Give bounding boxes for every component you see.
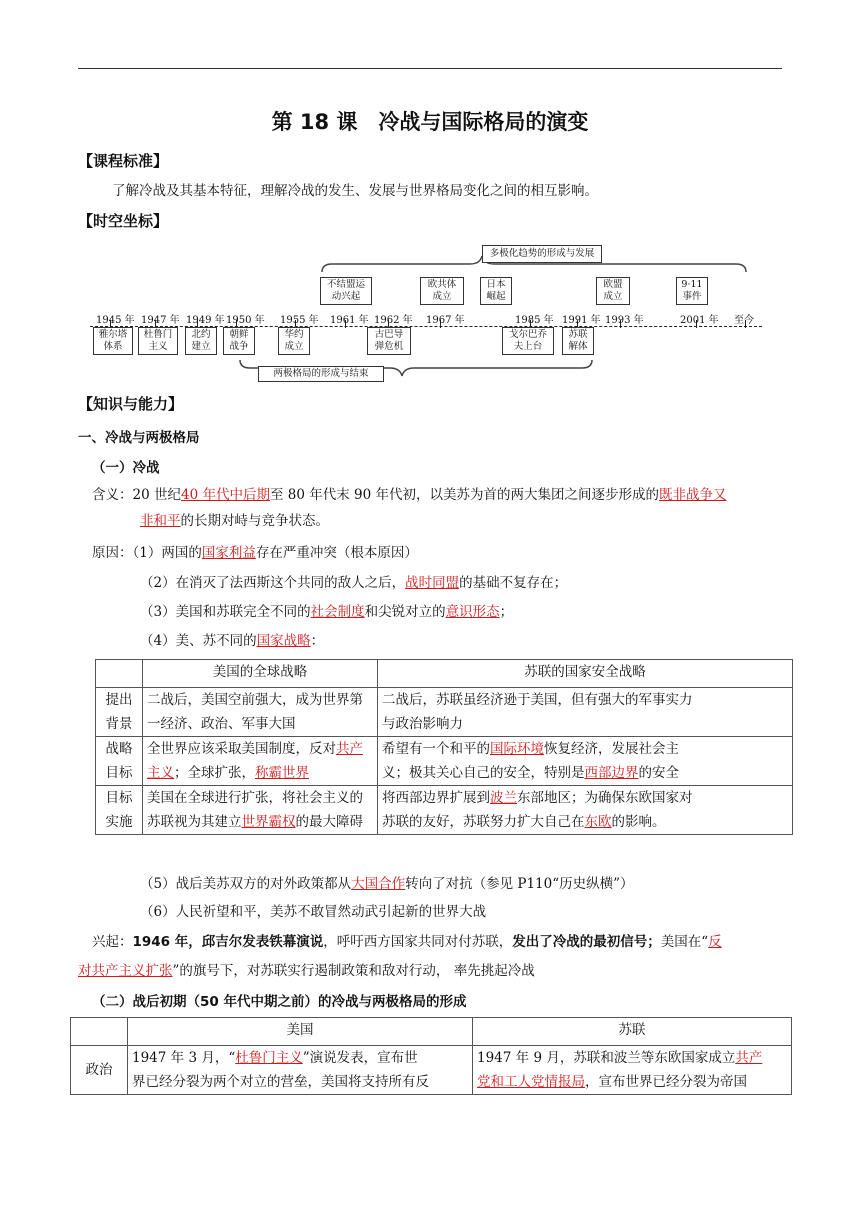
event-ec: 欧共体 成立 bbox=[420, 277, 464, 305]
part-heading: 一、冷战与两极格局 bbox=[78, 430, 200, 446]
banner-multipolar: 多极化趋势的形成与发展 bbox=[482, 245, 602, 263]
cell-ussr-implementation: 将西部边界扩展到波兰东部地区；为确保东欧国家对 苏联的友好，苏联努力扩大自己在东欧的影响。 bbox=[378, 786, 793, 835]
event-eu: 欧盟 成立 bbox=[596, 277, 630, 305]
year-label: 1950 年 bbox=[226, 315, 265, 326]
heading-knowledge: 【知识与能力】 bbox=[78, 395, 184, 413]
year-label: 1945 年 bbox=[96, 315, 135, 326]
definition-line2: 非和平的长期对峙与竞争状态。 bbox=[140, 513, 329, 529]
cause-2: （2）在消灭了法西斯这个共同的敌人之后，战时同盟的基础不复存在； bbox=[140, 575, 568, 591]
sub-heading-coldwar: （一）冷战 bbox=[92, 460, 160, 476]
cell-ussr-background: 二战后，苏联虽经济逊于美国，但有强大的军事实力 与政治影响力 bbox=[378, 688, 793, 737]
year-label: 1961 年 bbox=[330, 315, 369, 326]
early-coldwar-table bbox=[70, 1017, 792, 1095]
year-label: 1993 年 bbox=[605, 315, 644, 326]
cell-ussr-goal: 希望有一个和平的国际环境恢复经济，发展社会主 义；极其关心自己的安全，特别是西部边界的安全 bbox=[378, 737, 793, 786]
strategy-table bbox=[95, 659, 793, 835]
year-label: 1991 年 bbox=[562, 315, 601, 326]
year-label: 1955 年 bbox=[280, 315, 319, 326]
cause-3: （3）美国和苏联完全不同的社会制度和尖锐对立的意识形态； bbox=[140, 604, 514, 620]
year-label: 2001 年 bbox=[680, 315, 719, 326]
event-yalta: 雅尔塔 体系 bbox=[93, 327, 133, 355]
col-ussr-strategy: 苏联的国家安全战略 bbox=[378, 660, 793, 688]
year-label: 1947 年 bbox=[141, 315, 180, 326]
rise-line1: 兴起：1946 年，邱吉尔发表铁幕演说，呼吁西方国家共同对付苏联，发出了冷战的最初信号；美国在“反 bbox=[92, 934, 722, 950]
cause-5: （5）战后美苏双方的对外政策都从大国合作转向了对抗（参见 P110“历史纵横”） bbox=[140, 876, 634, 892]
year-label: 1962 年 bbox=[374, 315, 413, 326]
col-us: 美国 bbox=[128, 1018, 473, 1046]
event-nato: 北约 建立 bbox=[185, 327, 217, 355]
event-gorbachev: 戈尔巴乔 夫上台 bbox=[502, 327, 554, 355]
event-911: 9·11 事件 bbox=[676, 277, 708, 305]
event-warsaw: 华约 成立 bbox=[278, 327, 310, 355]
row-label-politics: 政治 bbox=[71, 1046, 128, 1095]
definition-line1: 含义：20 世纪40 年代中后期至 80 年代末 90 年代初，以美苏为首的两大集团之间逐步形成的既非战争又 bbox=[92, 487, 727, 503]
row-label: 战略 目标 bbox=[96, 737, 143, 786]
cause-6: （6）人民祈望和平，美苏不敢冒然动武引起新的世界大战 bbox=[140, 904, 487, 920]
event-korea: 朝鲜 战争 bbox=[223, 327, 255, 355]
year-label: 1985 年 bbox=[515, 315, 554, 326]
banner-bipolar: 两极格局的形成与结束 bbox=[258, 366, 384, 382]
page-title: 第 18 课 冷战与国际格局的演变 bbox=[271, 110, 589, 134]
heading-timeline: 【时空坐标】 bbox=[78, 212, 169, 230]
cause-1: 原因：（1）两国的国家利益存在严重冲突（根本原因） bbox=[92, 545, 418, 561]
row-label: 目标 实施 bbox=[96, 786, 143, 835]
row-label: 提出 背景 bbox=[96, 688, 143, 737]
cell-us-background: 二战后，美国空前强大，成为世界第 一经济、政治、军事大国 bbox=[143, 688, 378, 737]
cause-4: （4）美、苏不同的国家战略： bbox=[140, 633, 325, 649]
col-ussr: 苏联 bbox=[473, 1018, 792, 1046]
rise-line2: 对共产主义扩张”的旗号下，对苏联实行遏制政策和敌对行动， 率先挑起冷战 bbox=[78, 963, 535, 979]
event-japan: 日本 崛起 bbox=[480, 277, 512, 305]
event-cuba: 古巴导 弹危机 bbox=[367, 327, 411, 355]
year-label: 1967 年 bbox=[426, 315, 465, 326]
sub-heading-early: （二）战后初期（50 年代中期之前）的冷战与两极格局的形成 bbox=[92, 994, 467, 1010]
cell-ussr-politics: 1947 年 9 月，苏联和波兰等东欧国家成立共产 党和工人党情报局，宣布世界已经分裂为帝国 bbox=[473, 1046, 792, 1095]
timeline-figure bbox=[90, 242, 766, 382]
event-ussr-collapse: 苏联 解体 bbox=[562, 327, 594, 355]
event-nonaligned: 不结盟运 动兴起 bbox=[320, 277, 372, 305]
cell-us-implementation: 美国在全球进行扩张，将社会主义的 苏联视为其建立世界霸权的最大障碍 bbox=[143, 786, 378, 835]
cell-us-politics: 1947 年 3 月，“杜鲁门主义”演说发表，宣布世 界已经分裂为两个对立的营垒，美国将支持所有反 bbox=[128, 1046, 473, 1095]
cell-us-goal: 全世界应该采取美国制度，反对共产 主义；全球扩张，称霸世界 bbox=[143, 737, 378, 786]
standard-text: 了解冷战及其基本特征，理解冷战的发生、发展与世界格局变化之间的相互影响。 bbox=[112, 183, 598, 199]
header-rule bbox=[78, 68, 782, 69]
col-us-strategy: 美国的全球战略 bbox=[143, 660, 378, 688]
heading-standard: 【课程标准】 bbox=[78, 152, 169, 170]
year-label: 至今 bbox=[734, 315, 754, 326]
year-label: 1949 年 bbox=[186, 315, 225, 326]
event-truman: 杜鲁门 主义 bbox=[138, 327, 178, 355]
